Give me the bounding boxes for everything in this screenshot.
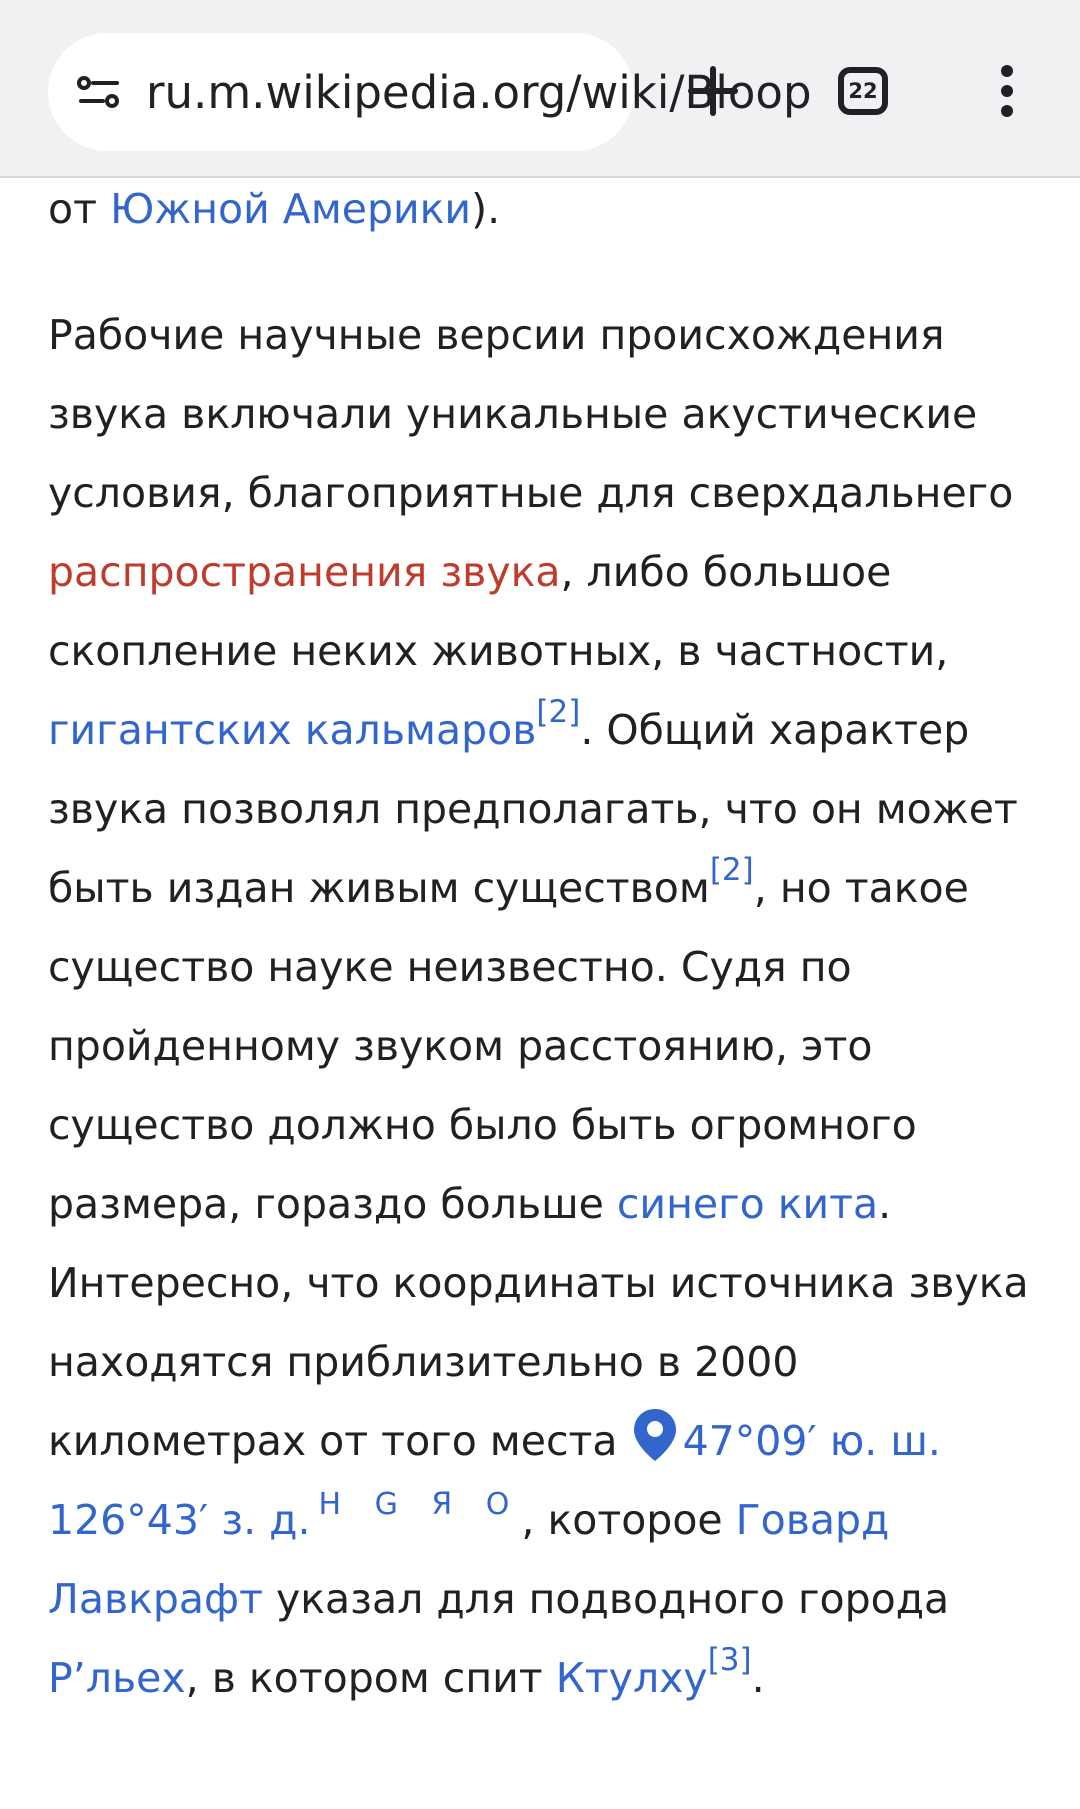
link-lovecraft[interactable]: Говард Лавкрафт: [48, 1496, 890, 1623]
link-south-america[interactable]: Южной Америки: [110, 185, 472, 233]
redlink-sound-propagation[interactable]: распространения звука: [48, 548, 561, 596]
paragraph-hypotheses: [48, 296, 1048, 1718]
new-tab-button[interactable]: [668, 46, 758, 136]
text: указал для подводного города: [262, 1575, 950, 1623]
article-body: [48, 170, 1048, 1718]
text: Рабочие научные версии происхождения звука включали уникальные акустические условия, благоприятные для сверхдальнего: [48, 311, 1014, 517]
reference-2[interactable]: [710, 852, 754, 888]
map-service-links[interactable]: H G Я O: [318, 1487, 522, 1522]
tab-count: 22: [838, 67, 888, 115]
reference-link[interactable]: [2]: [536, 694, 581, 730]
link-giant-squid[interactable]: гигантских кальмаров: [48, 706, 537, 754]
site-settings-icon[interactable]: [72, 65, 126, 119]
link-blue-whale[interactable]: синего кита: [616, 1180, 879, 1228]
text: от: [48, 185, 111, 233]
text: . Интересно, что координаты источника звука находятся приблизительно в 2000 километрах от того места: [48, 1180, 1029, 1465]
map-pin-icon[interactable]: [631, 1407, 679, 1463]
reference-link[interactable]: [3]: [707, 1642, 752, 1678]
tab-switcher-button[interactable]: [818, 46, 908, 136]
reference-2[interactable]: [536, 694, 580, 730]
text: , но такое существо науке неизвестно. Судя по пройденному звуком расстоянию, это существо должно было быть огромного размера, гораздо больше: [48, 864, 969, 1228]
link-cthulhu[interactable]: Ктулху: [555, 1654, 708, 1702]
more-vert-icon: [999, 63, 1015, 119]
text: , в котором спит: [185, 1654, 556, 1702]
plus-icon: [687, 65, 739, 117]
more-options-button[interactable]: [962, 46, 1052, 136]
paragraph-intro-tail: [48, 170, 1048, 249]
text: ).: [471, 185, 501, 233]
url-text: ru.m.wikipedia.org/wiki/Bloop: [146, 65, 812, 119]
text: . Общий характер звука позволял предполагать, что он может быть издан живым существом: [48, 706, 1018, 912]
address-bar[interactable]: [48, 33, 812, 151]
browser-toolbar: [0, 0, 1080, 178]
link-rlyeh[interactable]: Р’льех: [48, 1654, 186, 1702]
link-coordinates[interactable]: 47°09′ ю. ш. 126°43′ з. д.: [48, 1417, 941, 1544]
text: , которое: [521, 1496, 736, 1544]
text: , либо большое скопление неких животных, в частности,: [48, 548, 949, 675]
text: .: [751, 1654, 765, 1702]
reference-3[interactable]: [708, 1642, 752, 1678]
reference-link[interactable]: [2]: [709, 852, 754, 888]
